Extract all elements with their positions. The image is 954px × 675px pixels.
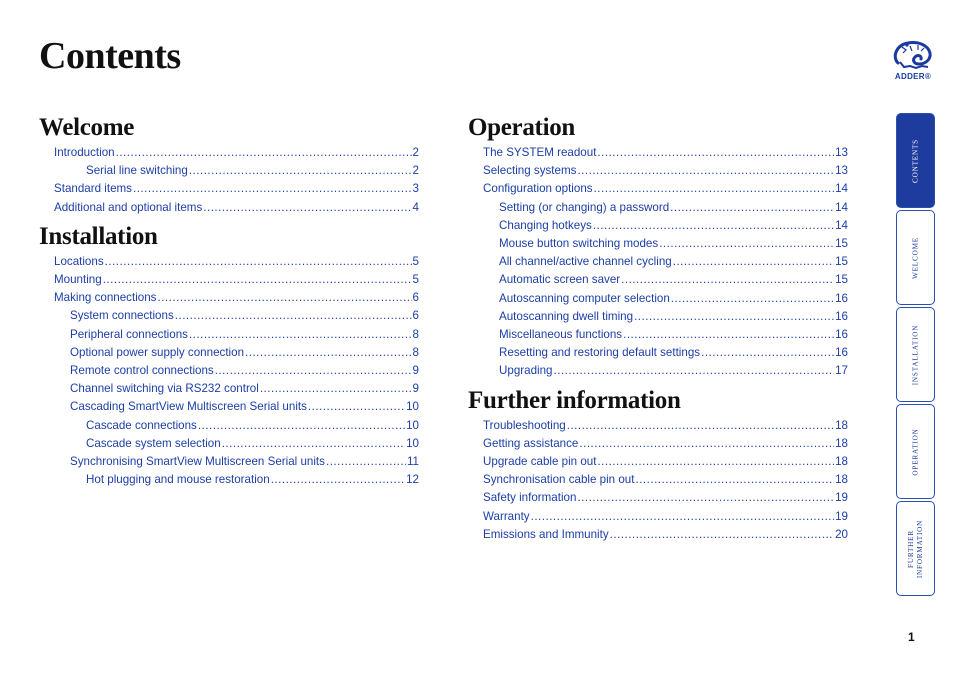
dot-leader (579, 435, 834, 453)
dot-leader (593, 217, 834, 235)
toc-entry-link[interactable] (468, 508, 848, 526)
toc-entry-page-number: 13 (835, 146, 848, 159)
toc-entry-title: Configuration options (483, 182, 593, 196)
section-heading-installation: Installation (39, 222, 158, 250)
toc-entry-title: System connections (70, 309, 174, 323)
toc-entry-page-number: 8 (412, 327, 419, 341)
dot-leader (260, 380, 412, 398)
toc-entry-link[interactable] (468, 489, 848, 507)
side-tab-installation[interactable] (896, 307, 935, 402)
dot-leader (634, 308, 834, 326)
toc-entry-title: Mounting (54, 273, 102, 287)
toc-list-further-information (468, 417, 848, 544)
dot-leader (621, 271, 834, 289)
toc-entry-page-number: 5 (412, 254, 419, 268)
section-heading-operation: Operation (468, 114, 576, 141)
toc-entry-link[interactable] (468, 162, 848, 180)
toc-entry-title: Selecting systems (483, 164, 577, 178)
toc-entry-page-number: 2 (412, 146, 419, 159)
toc-entry-title: Hot plugging and mouse restoration (86, 473, 270, 487)
dot-leader (577, 489, 834, 507)
dot-leader (673, 253, 834, 271)
toc-entry-title: Optional power supply connection (70, 345, 245, 359)
dot-leader (577, 162, 834, 180)
toc-entry-title: Emissions and Immunity (483, 527, 609, 541)
toc-entry-link[interactable] (468, 362, 848, 380)
toc-entry-link[interactable] (468, 435, 848, 453)
side-tab-contents[interactable] (896, 113, 935, 208)
toc-entry-page-number: 13 (835, 164, 848, 178)
toc-entry-link[interactable] (39, 362, 419, 380)
toc-entry-title: Upgrading (499, 364, 553, 378)
logo-text: ADDER® (894, 72, 932, 81)
toc-entry-link[interactable] (39, 398, 419, 416)
toc-entry-title: The SYSTEM readout (483, 146, 597, 159)
page-title: Contents (39, 35, 181, 77)
dot-leader (189, 162, 412, 180)
toc-entry-link[interactable] (468, 271, 848, 289)
toc-entry-title: Changing hotkeys (499, 218, 592, 232)
toc-entry-title: Setting (or changing) a password (499, 200, 670, 214)
toc-entry-title: Autoscanning computer selection (499, 291, 670, 305)
toc-entry-link[interactable] (468, 453, 848, 471)
toc-entry-page-number: 6 (412, 291, 419, 305)
toc-entry-link[interactable] (468, 308, 848, 326)
toc-entry-page-number: 19 (835, 491, 848, 505)
page-number: 1 (908, 630, 915, 644)
section-heading-welcome: Welcome (39, 114, 135, 141)
dot-leader (198, 417, 405, 435)
dot-leader (222, 435, 405, 453)
dot-leader (271, 471, 405, 489)
toc-entry-page-number: 10 (406, 400, 419, 414)
toc-entry-title: Remote control connections (70, 364, 214, 378)
toc-entry-link[interactable] (468, 199, 848, 217)
dot-leader (623, 326, 834, 344)
side-tab-label: INSTALLATION (911, 324, 919, 385)
side-tab-welcome[interactable] (896, 210, 935, 305)
adder-logo (888, 37, 938, 81)
adder-serpent-icon (888, 37, 938, 71)
toc-entry-title: All channel/active channel cycling (499, 255, 672, 269)
toc-entry-title: Peripheral connections (70, 327, 188, 341)
toc-entry-link[interactable] (39, 253, 419, 271)
toc-entry-page-number: 18 (835, 436, 848, 450)
toc-entry-page-number: 14 (835, 218, 848, 232)
toc-entry-link[interactable] (39, 453, 419, 471)
toc-entry-page-number: 15 (835, 237, 848, 251)
toc-entry-link[interactable] (39, 326, 419, 344)
toc-entry-link[interactable] (39, 307, 419, 325)
dot-leader (554, 362, 835, 380)
dot-leader (245, 344, 412, 362)
toc-entry-page-number: 19 (835, 509, 848, 523)
section-heading-further-information: Further information (468, 386, 681, 414)
toc-entry-link[interactable] (39, 180, 419, 198)
toc-entry-link[interactable] (39, 417, 419, 435)
toc-entry-link[interactable] (39, 144, 419, 162)
toc-entry-link[interactable] (39, 471, 419, 489)
dot-leader (189, 326, 412, 344)
toc-entry-title: Serial line switching (86, 164, 188, 178)
toc-entry-page-number: 14 (835, 182, 848, 196)
toc-entry-link[interactable] (39, 199, 419, 217)
toc-entry-page-number: 17 (835, 364, 848, 378)
toc-entry-title: Troubleshooting (483, 418, 566, 432)
toc-entry-page-number: 3 (412, 182, 419, 196)
toc-entry-page-number: 9 (412, 364, 419, 378)
toc-entry-link[interactable] (468, 144, 848, 162)
toc-entry-page-number: 6 (412, 309, 419, 323)
toc-left-column (39, 112, 419, 493)
dot-leader (597, 453, 834, 471)
dot-leader (701, 344, 834, 362)
toc-entry-title: Making connections (54, 291, 157, 305)
toc-entry-link[interactable] (39, 289, 419, 307)
side-tab-label: CONTENTS (911, 138, 919, 183)
toc-entry-page-number: 18 (835, 473, 848, 487)
toc-list-installation (39, 253, 419, 490)
toc-entry-page-number: 15 (835, 273, 848, 287)
toc-entry-link[interactable] (468, 290, 848, 308)
toc-entry-title: Introduction (54, 146, 115, 159)
toc-entry-title: Locations (54, 254, 104, 268)
toc-entry-link[interactable] (468, 217, 848, 235)
toc-entry-title: Mouse button switching modes (499, 237, 659, 251)
toc-entry-title: Cascading SmartView Multiscreen Serial units (70, 400, 307, 414)
toc-entry-page-number: 15 (835, 255, 848, 269)
toc-entry-page-number: 18 (835, 418, 848, 432)
dot-leader (531, 508, 834, 526)
dot-leader (567, 417, 834, 435)
side-tab-label: OPERATION (911, 427, 919, 476)
toc-entry-title: Cascade connections (86, 418, 197, 432)
toc-entry-page-number: 9 (412, 382, 419, 396)
dot-leader (133, 180, 412, 198)
toc-entry-title: Channel switching via RS232 control (70, 382, 259, 396)
dot-leader (203, 199, 411, 217)
toc-entry-page-number: 16 (835, 291, 848, 305)
dot-leader (308, 398, 405, 416)
toc-entry-link[interactable] (39, 380, 419, 398)
dot-leader (635, 471, 834, 489)
toc-entry-page-number: 14 (835, 200, 848, 214)
toc-entry-title: Automatic screen saver (499, 273, 621, 287)
toc-entry-page-number: 2 (412, 164, 419, 178)
dot-leader (116, 144, 412, 162)
toc-right-column (468, 112, 848, 548)
dot-leader (671, 290, 834, 308)
toc-entry-title: Cascade system selection (86, 436, 221, 450)
dot-leader (610, 526, 834, 544)
toc-entry-page-number: 16 (835, 346, 848, 360)
toc-entry-title: Synchronisation cable pin out (483, 473, 635, 487)
toc-entry-link[interactable] (39, 162, 419, 180)
toc-entry-page-number: 16 (835, 328, 848, 342)
toc-entry-link[interactable] (39, 435, 419, 453)
dot-leader (215, 362, 412, 380)
side-tab-label: WELCOME (911, 236, 919, 279)
toc-entry-page-number: 11 (406, 455, 419, 469)
toc-entry-title: Synchronising SmartView Multiscreen Serial units (70, 455, 325, 469)
dot-leader (105, 253, 412, 271)
toc-entry-page-number: 20 (835, 527, 848, 541)
toc-entry-link[interactable] (468, 180, 848, 198)
toc-entry-page-number: 12 (406, 473, 419, 487)
toc-entry-link[interactable] (468, 417, 848, 435)
toc-entry-title: Safety information (483, 491, 577, 505)
toc-entry-page-number: 8 (412, 345, 419, 359)
toc-entry-link[interactable] (468, 344, 848, 362)
toc-entry-title: Standard items (54, 182, 132, 196)
side-tab-operation[interactable] (896, 404, 935, 499)
toc-entry-title: Miscellaneous functions (499, 328, 623, 342)
toc-entry-page-number: 16 (835, 309, 848, 323)
dot-leader (597, 144, 834, 162)
toc-entry-title: Additional and optional items (54, 200, 203, 214)
toc-entry-title: Upgrade cable pin out (483, 455, 597, 469)
toc-entry-link[interactable] (39, 271, 419, 289)
toc-list-operation (468, 144, 848, 381)
toc-entry-title: Getting assistance (483, 436, 579, 450)
dot-leader (103, 271, 412, 289)
dot-leader (670, 199, 834, 217)
toc-entry-link[interactable] (468, 471, 848, 489)
toc-entry-page-number: 5 (412, 273, 419, 287)
side-tab-further-information[interactable] (896, 501, 935, 596)
toc-list-welcome (39, 144, 419, 217)
toc-entry-page-number: 4 (412, 200, 419, 214)
toc-entry-link[interactable] (468, 235, 848, 253)
toc-entry-page-number: 18 (835, 455, 848, 469)
dot-leader (157, 289, 411, 307)
toc-entry-link[interactable] (468, 526, 848, 544)
side-tab-nav (896, 113, 935, 598)
toc-entry-link[interactable] (39, 344, 419, 362)
dot-leader (175, 307, 412, 325)
dot-leader (594, 180, 835, 198)
dot-leader (659, 235, 834, 253)
toc-entry-title: Resetting and restoring default settings (499, 346, 701, 360)
side-tab-label: FURTHER INFORMATION (906, 519, 924, 578)
toc-entry-title: Warranty (483, 509, 530, 523)
toc-entry-link[interactable] (468, 326, 848, 344)
toc-entry-title: Autoscanning dwell timing (499, 309, 634, 323)
dot-leader (326, 453, 406, 471)
toc-entry-link[interactable] (468, 253, 848, 271)
toc-entry-page-number: 10 (406, 436, 419, 450)
toc-entry-page-number: 10 (406, 418, 419, 432)
